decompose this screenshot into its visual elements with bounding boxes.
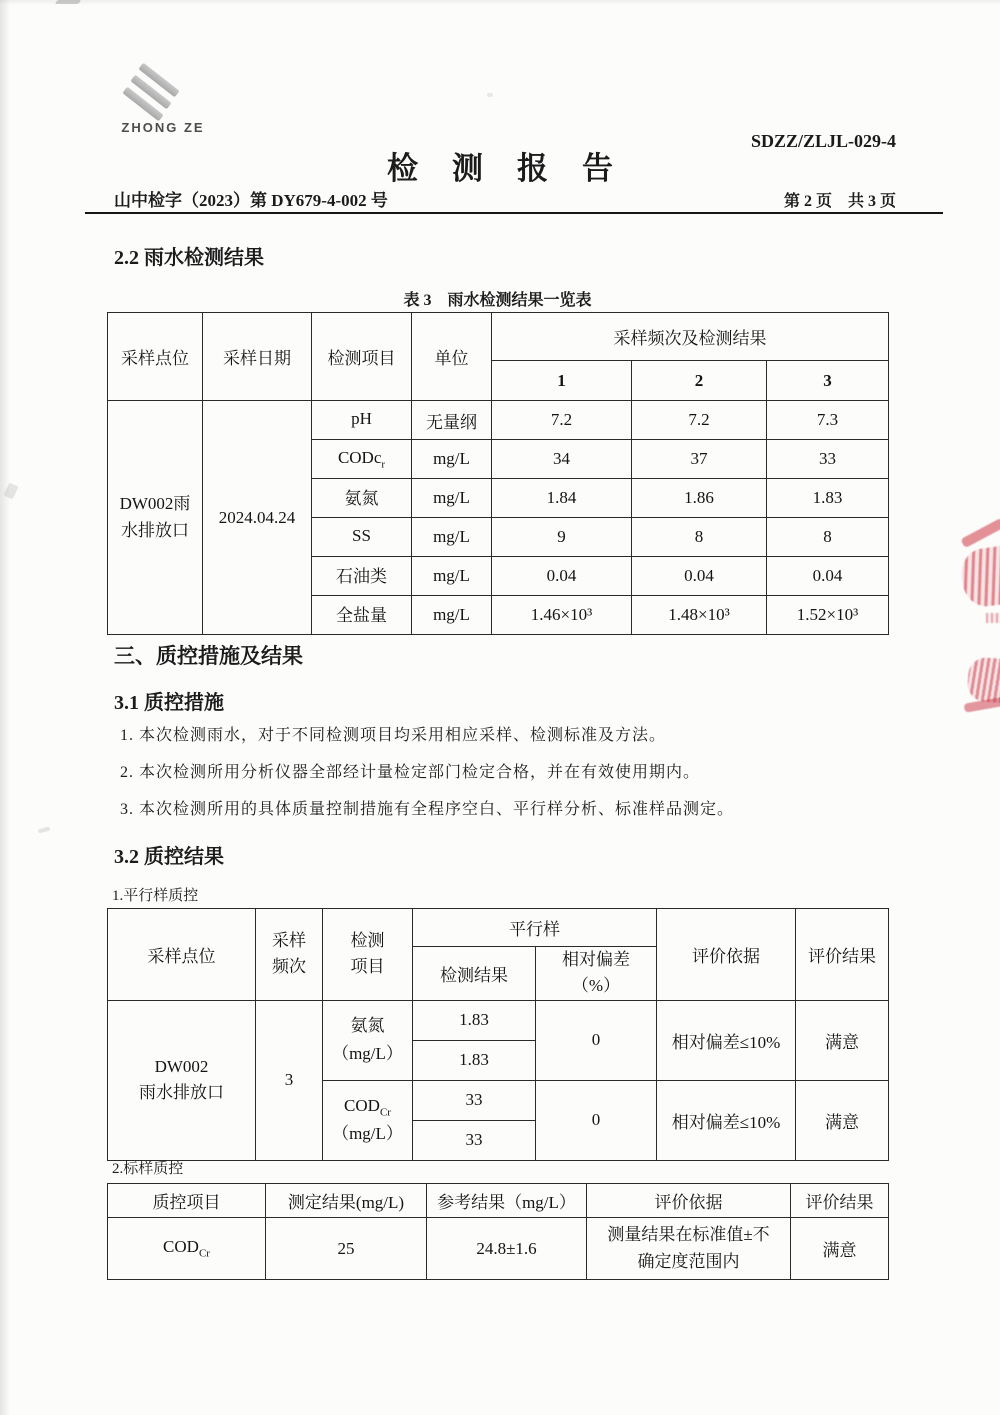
parallel-qc-table	[107, 908, 889, 1161]
result-cell: 33	[413, 1120, 536, 1160]
report-number: 山中检字（2023）第 DY679-4-002 号	[114, 191, 388, 210]
eval-cell: 满意	[791, 1218, 889, 1280]
document-code: SDZZ/ZLJL-029-4	[750, 131, 896, 151]
qc-measure-item: 1. 本次检测雨水，对于不同检测项目均采用相应采样、检测标准及方法。	[120, 727, 667, 744]
result-cell: 1.83	[413, 1000, 536, 1040]
value-cell: 8	[767, 518, 889, 557]
value-cell: 1.86	[632, 479, 767, 518]
frequency-cell: 3	[256, 1000, 323, 1160]
freq-header-2: 2	[632, 361, 767, 401]
result-cell: 33	[413, 1080, 536, 1120]
item-cell: pH	[312, 401, 412, 440]
deviation-cell: 0	[536, 1080, 657, 1160]
parallel-qc-label: 1.平行样质控	[112, 888, 199, 904]
table3-caption: 表 3 雨水检测结果一览表	[403, 292, 592, 309]
value-cell: 7.3	[767, 401, 889, 440]
site-cell: DW002雨 水排放口	[108, 401, 203, 635]
unit-cell: mg/L	[412, 479, 492, 518]
item-cell: 氨氮 （mg/L）	[323, 1000, 413, 1080]
col-header-unit: 单位	[412, 313, 492, 401]
scan-artifact	[487, 93, 493, 97]
col-header-site: 采样点位	[108, 313, 203, 401]
col-header-eval: 评价结果	[796, 909, 889, 1001]
scan-artifact	[55, 0, 82, 4]
scan-artifact	[38, 827, 51, 834]
unit-cell: mg/L	[412, 596, 492, 635]
value-cell: 0.04	[632, 557, 767, 596]
col-header-basis: 评价依据	[587, 1184, 791, 1218]
logo-stripes-icon	[108, 70, 218, 116]
deviation-cell: 0	[536, 1000, 657, 1080]
col-header-item: 质控项目	[108, 1184, 266, 1218]
header-divider	[85, 212, 943, 214]
col-header-basis: 评价依据	[657, 909, 796, 1001]
item-cell: 石油类	[312, 557, 412, 596]
value-cell: 7.2	[632, 401, 767, 440]
unit-cell: mg/L	[412, 518, 492, 557]
item-cell: $COD_{Cr}$	[108, 1218, 266, 1280]
red-stamp-fragment	[958, 545, 1000, 610]
item-cell: $COD_{Cr}$ （mg/L）	[323, 1080, 413, 1160]
value-cell: 1.52×10³	[767, 596, 889, 635]
red-stamp-fragment	[960, 518, 1000, 548]
section-heading-3-1: 3.1 质控措施	[114, 692, 224, 714]
value-cell: 1.46×10³	[492, 596, 632, 635]
col-header-deviation: 相对偏差 （%）	[536, 947, 657, 1001]
item-cell: 氨氮	[312, 479, 412, 518]
basis-cell: 测量结果在标准值±不确定度范围内	[587, 1218, 791, 1280]
basis-cell: 相对偏差≤10%	[657, 1080, 796, 1160]
value-cell: 37	[632, 440, 767, 479]
value-cell: 7.2	[492, 401, 632, 440]
standard-qc-label: 2.标样质控	[112, 1161, 184, 1177]
col-header-site: 采样点位	[108, 909, 256, 1001]
col-header-measured: 测定结果(mg/L)	[266, 1184, 427, 1218]
col-header-date: 采样日期	[203, 313, 312, 401]
red-stamp-fragment	[967, 657, 1000, 704]
col-header-reference: 参考结果（mg/L）	[427, 1184, 587, 1218]
eval-cell: 满意	[796, 1000, 889, 1080]
scan-edge-shadow-left	[0, 0, 10, 1415]
reference-cell: 24.8±1.6	[427, 1218, 587, 1280]
qc-measures-list	[120, 722, 880, 833]
col-header-item: 检测 项目	[323, 909, 413, 1001]
measured-cell: 25	[266, 1218, 427, 1280]
page-number: 第 2 页 共 3 页	[783, 193, 896, 210]
section-heading-3: 三、质控措施及结果	[114, 644, 303, 668]
freq-header-1: 1	[492, 361, 632, 401]
red-stamp-fragment	[986, 613, 1000, 623]
qc-measure-item: 2. 本次检测所用分析仪器全部经计量检定部门检定合格，并在有效使用期内。	[120, 764, 701, 781]
col-header-frequency: 采样 频次	[256, 909, 323, 1001]
col-header-item: 检测项目	[312, 313, 412, 401]
value-cell: 34	[492, 440, 632, 479]
value-cell: 0.04	[767, 557, 889, 596]
section-heading-2-2: 2.2 雨水检测结果	[114, 247, 264, 269]
col-header-eval: 评价结果	[791, 1184, 889, 1218]
result-cell: 1.83	[413, 1040, 536, 1080]
logo-text: ZHONG ZE	[121, 120, 205, 135]
qc-measure-item: 3. 本次检测所用的具体质量控制措施有全程序空白、平行样分析、标准样品测定。	[120, 801, 735, 818]
freq-header-3: 3	[767, 361, 889, 401]
unit-cell: 无量纲	[412, 401, 492, 440]
value-cell: 1.48×10³	[632, 596, 767, 635]
value-cell: 9	[492, 518, 632, 557]
item-cell: 全盐量	[312, 596, 412, 635]
scan-edge-shadow-top	[0, 0, 1000, 5]
rain-results-table	[107, 312, 889, 635]
unit-cell: mg/L	[412, 440, 492, 479]
value-cell: 33	[767, 440, 889, 479]
eval-cell: 满意	[796, 1080, 889, 1160]
standard-qc-table	[107, 1183, 889, 1280]
unit-cell: mg/L	[412, 557, 492, 596]
value-cell: 1.83	[767, 479, 889, 518]
section-heading-3-2: 3.2 质控结果	[114, 846, 224, 868]
value-cell: 0.04	[492, 557, 632, 596]
site-cell: DW002 雨水排放口	[108, 1000, 256, 1160]
item-cell: CODc$_r$	[312, 440, 412, 479]
col-header-result: 检测结果	[413, 947, 536, 1001]
value-cell: 1.84	[492, 479, 632, 518]
page-title: 检测报告	[387, 151, 647, 186]
basis-cell: 相对偏差≤10%	[657, 1000, 796, 1080]
date-cell: 2024.04.24	[203, 401, 312, 635]
item-cell: SS	[312, 518, 412, 557]
col-header-parallel-group: 平行样	[413, 909, 657, 947]
zhongze-logo	[108, 70, 218, 134]
col-header-freq-group: 采样频次及检测结果	[492, 313, 889, 361]
value-cell: 8	[632, 518, 767, 557]
